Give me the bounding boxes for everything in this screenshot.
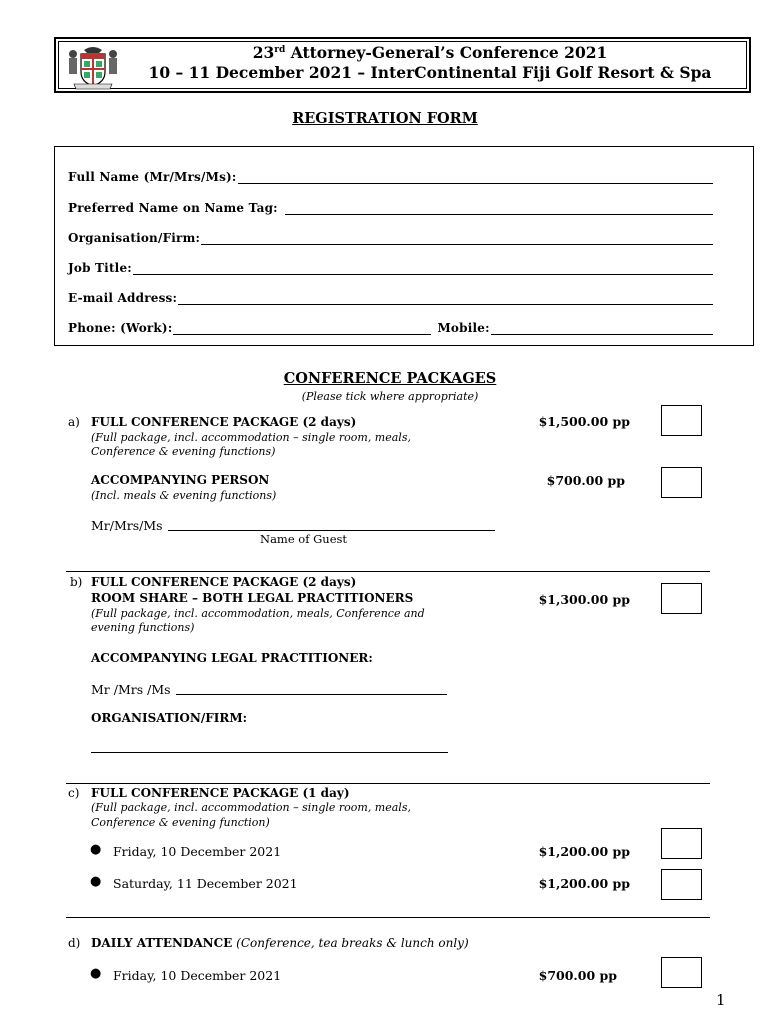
- package-c-letter: c): [68, 786, 80, 800]
- full-name-row: [68, 170, 713, 184]
- package-b-checkbox[interactable]: [661, 583, 702, 614]
- package-b-desc-line2: evening functions): [91, 621, 195, 634]
- organisation-field[interactable]: [201, 233, 713, 245]
- accompanying-person-label: ACCOMPANYING PERSON: [91, 473, 270, 487]
- email-field[interactable]: [178, 293, 713, 305]
- package-d-day1-price: $700.00 pp: [538, 968, 617, 983]
- email-label: E-mail Address:: [68, 291, 178, 305]
- divider: [66, 917, 710, 918]
- registration-form-title: REGISTRATION FORM: [292, 110, 478, 127]
- accompanying-person-checkbox[interactable]: [661, 467, 702, 498]
- practitioner-organisation-label: ORGANISATION/FIRM:: [91, 711, 248, 725]
- package-d-day1-checkbox[interactable]: [661, 957, 702, 988]
- preferred-name-label: Preferred Name on Name Tag:: [68, 201, 278, 215]
- practitioner-name-field[interactable]: [176, 684, 447, 695]
- package-c-day2-price: $1,200.00 pp: [538, 876, 630, 891]
- full-name-field[interactable]: [238, 172, 713, 184]
- preferred-name-field[interactable]: [285, 203, 713, 215]
- package-a-price: $1,500.00 pp: [538, 414, 630, 429]
- package-a-letter: a): [68, 415, 80, 429]
- preferred-name-row: [68, 201, 713, 215]
- divider: [66, 571, 710, 572]
- accompanying-person-price: $700.00 pp: [546, 473, 625, 488]
- package-c-day1-price: $1,200.00 pp: [538, 844, 630, 859]
- accompanying-person-desc: (Incl. meals & evening functions): [91, 489, 277, 502]
- bullet-icon: ●: [90, 966, 102, 981]
- email-row: [68, 291, 713, 305]
- page-number: 1: [716, 991, 726, 1009]
- job-title-field[interactable]: [133, 263, 713, 275]
- phone-work-label: Phone: (Work):: [68, 321, 173, 335]
- guest-name-caption: Name of Guest: [260, 532, 348, 546]
- phone-row: [68, 321, 713, 335]
- conference-packages-title: CONFERENCE PACKAGES: [283, 370, 497, 387]
- full-name-label: Full Name (Mr/Mrs/Ms):: [68, 170, 237, 184]
- bullet-icon: ●: [90, 842, 102, 857]
- practitioner-title-label: Mr /Mrs /Ms: [91, 682, 171, 697]
- header-subtitle: 10 – 11 December 2021 – InterContinental Fiji Golf Resort & Spa: [148, 63, 712, 82]
- package-b-name-line2: ROOM SHARE – BOTH LEGAL PRACTITIONERS: [91, 591, 414, 605]
- packages-instruction: (Please tick where appropriate): [301, 390, 479, 403]
- package-b-letter: b): [70, 575, 83, 589]
- phone-work-field[interactable]: [173, 323, 431, 335]
- guest-title-label: Mr/Mrs/Ms: [91, 518, 163, 533]
- package-c-day1-label: Friday, 10 December 2021: [113, 844, 282, 859]
- package-c-day2-label: Saturday, 11 December 2021: [113, 876, 298, 891]
- organisation-row: [68, 231, 713, 245]
- package-a-desc-line2: Conference & evening functions): [91, 445, 276, 458]
- package-c-desc-line1: (Full package, incl. accommodation – single room, meals,: [91, 801, 411, 814]
- package-a-name: FULL CONFERENCE PACKAGE (2 days): [91, 415, 357, 429]
- package-b-name-line1: FULL CONFERENCE PACKAGE (2 days): [91, 575, 357, 589]
- package-c-day2-checkbox[interactable]: [661, 869, 702, 900]
- package-c-day1-checkbox[interactable]: [661, 828, 702, 859]
- package-b-desc-line1: (Full package, incl. accommodation, meals, Conference and: [91, 607, 425, 620]
- mobile-label: Mobile:: [437, 321, 490, 335]
- bullet-icon: ●: [90, 874, 102, 889]
- package-a-desc-line1: (Full package, incl. accommodation – single room, meals,: [91, 431, 411, 444]
- package-d-name: DAILY ATTENDANCE: [91, 936, 233, 950]
- package-d-day1-label: Friday, 10 December 2021: [113, 968, 282, 983]
- divider: [66, 783, 710, 784]
- package-a-checkbox[interactable]: [661, 405, 702, 436]
- job-title-label: Job Title:: [68, 261, 132, 275]
- package-c-desc-line2: Conference & evening function): [91, 816, 270, 829]
- package-b-price: $1,300.00 pp: [538, 592, 630, 607]
- guest-name-field[interactable]: [168, 520, 495, 531]
- package-d-note: (Conference, tea breaks & lunch only): [232, 936, 469, 950]
- job-title-row: [68, 261, 713, 275]
- package-d-letter: d): [68, 936, 81, 950]
- mobile-field[interactable]: [491, 323, 713, 335]
- package-c-name: FULL CONFERENCE PACKAGE (1 day): [91, 786, 350, 800]
- organisation-label: Organisation/Firm:: [68, 231, 201, 245]
- accompanying-practitioner-label: ACCOMPANYING LEGAL PRACTITIONER:: [91, 651, 373, 665]
- header-title: 23rd Attorney-General’s Conference 2021: [252, 43, 608, 62]
- practitioner-organisation-field[interactable]: [91, 742, 448, 753]
- package-d-heading: [91, 936, 469, 950]
